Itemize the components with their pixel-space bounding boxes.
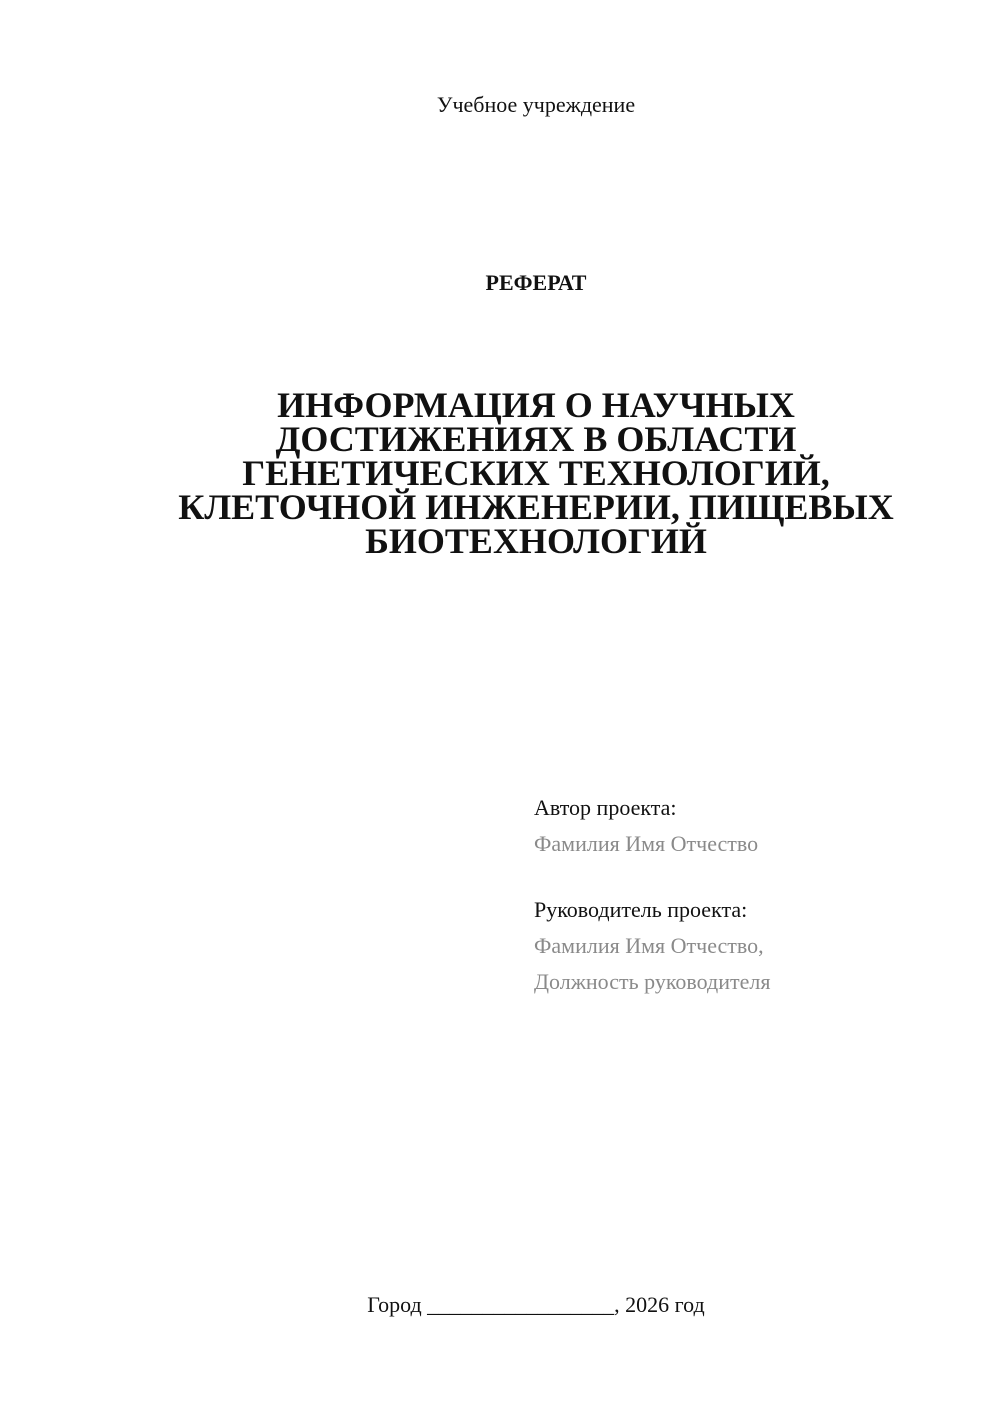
supervisor-position: Должность руководителя — [534, 969, 771, 994]
spacer — [534, 862, 974, 892]
document-title — [120, 385, 952, 561]
author-label: Автор проекта: — [534, 795, 677, 820]
author-name: Фамилия Имя Отчество — [534, 831, 759, 856]
title-line: ИНФОРМАЦИЯ О НАУЧНЫХ — [277, 385, 795, 425]
city-year-line: Город _________________, 2026 год — [367, 1292, 705, 1317]
document-type: РЕФЕРАТ — [485, 270, 587, 295]
title-line: КЛЕТОЧНОЙ ИНЖЕНЕРИИ, ПИЩЕВЫХ — [178, 487, 894, 527]
title-line: ДОСТИЖЕНИЯХ В ОБЛАСТИ — [275, 419, 797, 459]
supervisor-name: Фамилия Имя Отчество, — [534, 933, 764, 958]
project-people-block — [534, 790, 974, 1000]
supervisor-label: Руководитель проекта: — [534, 897, 748, 922]
institution-name: Учебное учреждение — [436, 92, 636, 117]
title-line: ГЕНЕТИЧЕСКИХ ТЕХНОЛОГИЙ, — [242, 453, 830, 493]
title-line: БИОТЕХНОЛОГИЙ — [365, 521, 707, 561]
